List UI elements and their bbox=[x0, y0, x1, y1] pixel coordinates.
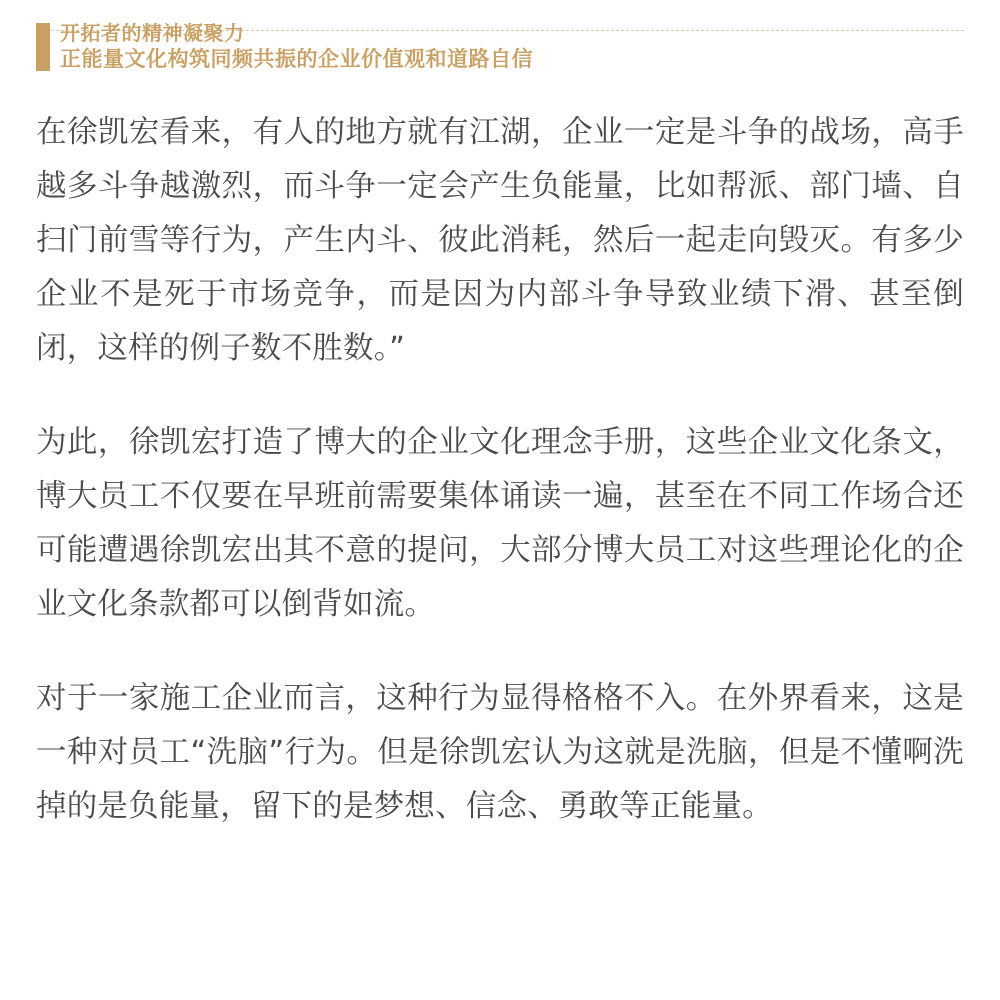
article-page bbox=[0, 20, 1000, 1000]
paragraph: 在徐凯宏看来，有人的地方就有江湖，企业一定是斗争的战场，高手越多斗争越激烈，而斗争一定会产生负能量，比如帮派、部门墙、自扫门前雪等行为，产生内斗、彼此消耗，然后一起走向毁灭。有多少企业不是死于市场竞争，而是因为内部斗争导致业绩下滑、甚至倒闭，这样的例子数不胜数。” bbox=[36, 115, 964, 366]
article-body bbox=[36, 106, 964, 834]
heading-accent-bar bbox=[36, 23, 50, 71]
paragraph: 为此，徐凯宏打造了博大的企业文化理念手册，这些企业文化条文，博大员工不仅要在早班前需要集体诵读一遍，甚至在不同工作场合还可能遭遇徐凯宏出其不意的提问，大部分博大员工对这些理论化的企业文化条款都可以倒背如流。 bbox=[36, 425, 964, 622]
paragraph: 对于一家施工企业而言，这种行为显得格格不入。在外界看来，这是一种对员工“洗脑”行为。但是徐凯宏认为这就是洗脑，但是不懂啊洗掉的是负能量，留下的是梦想、信念、勇敢等正能量。 bbox=[36, 681, 964, 824]
heading-line-secondary: 正能量文化构筑同频共振的企业价值观和道路自信 bbox=[60, 47, 533, 71]
section-heading bbox=[36, 20, 964, 72]
heading-line-primary: 开拓者的精神凝聚力 bbox=[60, 21, 245, 45]
